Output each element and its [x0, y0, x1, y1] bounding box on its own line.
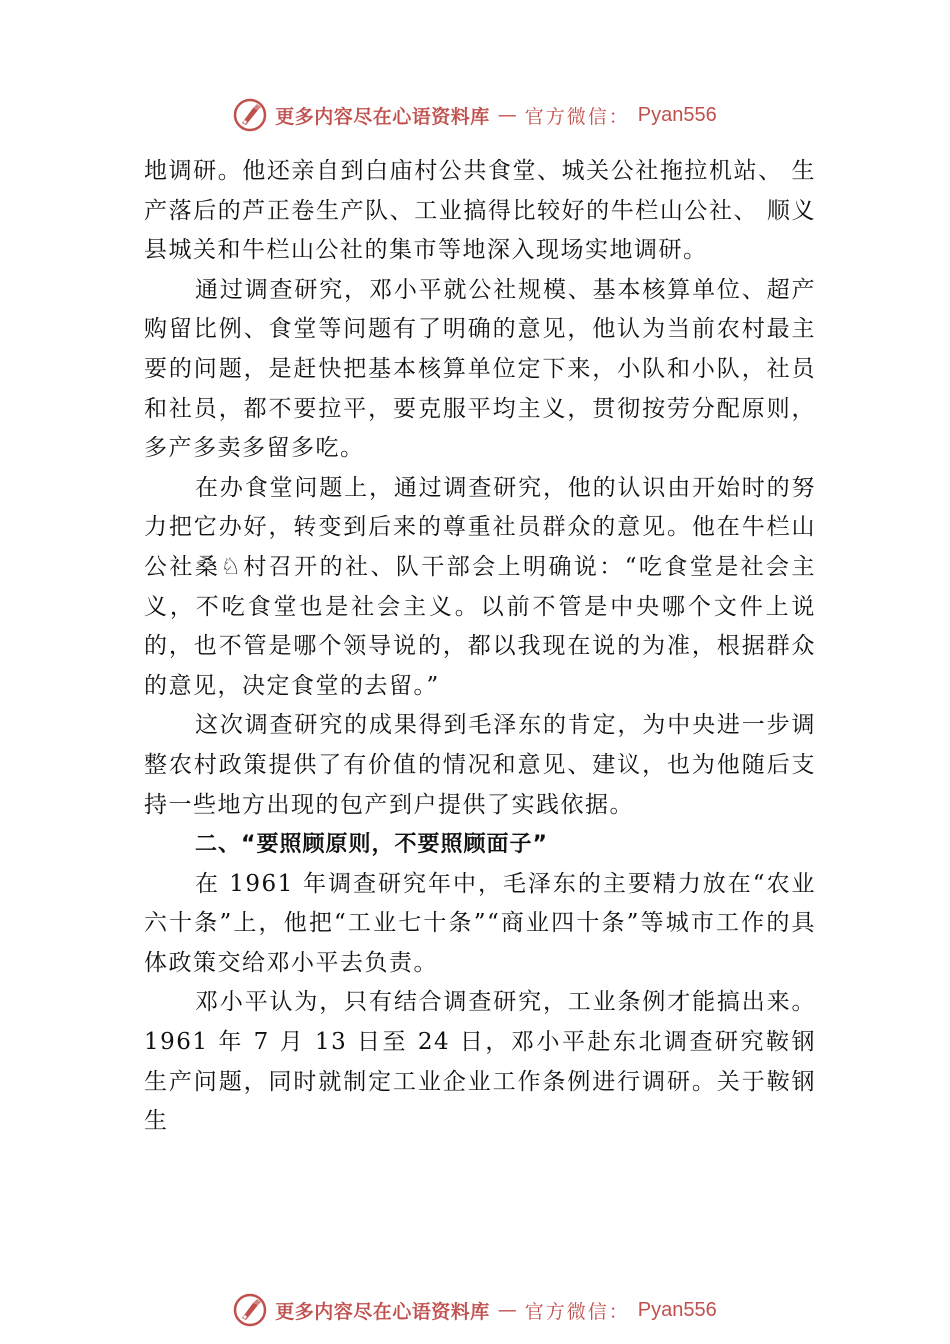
pen-nib-logo-icon: [233, 98, 267, 132]
paragraph: 在办食堂问题上，通过调查研究，他的认识由开始时的努力把它办好，转变到后来的尊重社员群众的意见。他在牛栏山公社桑♘村召开的社、队干部会上明确说：“吃食堂是社会主义，不吃食堂也是社会主义。以前不管是中央哪个文件上说的，也不管是哪个领导说的，都以我现在说的为准，根据群众的意见，决定食堂的去留。”: [144, 474, 816, 699]
watermark-main-text: 更多内容尽在心语资料库: [275, 1300, 490, 1323]
paragraph: 通过调查研究，邓小平就公社规模、基本核算单位、超产购留比例、食堂等问题有了明确的意见，他认为当前农村最主要的问题，是赶快把基本核算单位定下来，小队和小队，社员和社员，都不要拉平，要克服平均主义，贯彻按劳分配原则，多产多卖多留多吃。: [144, 276, 816, 462]
pen-nib-logo-icon: [233, 1293, 267, 1327]
watermark-dash: —: [497, 1299, 517, 1321]
watermark-sub-text: 官方微信：: [524, 1300, 630, 1323]
paragraph: 这次调查研究的成果得到毛泽东的肯定，为中央进一步调整农村政策提供了有价值的情况和意见、建议，也为他随后支持一些地方出现的包产到户提供了实践依据。: [144, 712, 816, 818]
paragraph-continuation: 地调研。他还亲自到白庙村公共食堂、城关公社拖拉机站、 生产落后的芦正卷生产队、工业搞得比较好的牛栏山公社、 顺义县城关和牛栏山公社的集市等地深入现场实地调研。: [144, 158, 816, 264]
watermark-handle: Pyan556: [637, 1298, 717, 1321]
paragraph: 在 1961 年调查研究年中，毛泽东的主要精力放在“农业六十条”上，他把“工业七十条”“商业四十条”等城市工作的具体政策交给邓小平去负责。: [144, 870, 816, 976]
document-body: [144, 152, 816, 1142]
header-watermark: [0, 95, 950, 135]
section-heading: 二、“要照顾原则，不要照顾面子”: [195, 832, 548, 858]
watermark-handle: Pyan556: [637, 103, 717, 126]
watermark-dash: —: [497, 104, 517, 126]
watermark-sub-text: 官方微信：: [524, 105, 630, 128]
paragraph: 邓小平认为，只有结合调查研究，工业条例才能搞出来。1961 年 7 月 13 日至 24 日，邓小平赴东北调查研究鞍钢生产问题，同时就制定工业企业工作条例进行调研。关于鞍钢生: [144, 989, 816, 1135]
watermark-main-text: 更多内容尽在心语资料库: [275, 105, 490, 128]
footer-watermark: [0, 1290, 950, 1330]
